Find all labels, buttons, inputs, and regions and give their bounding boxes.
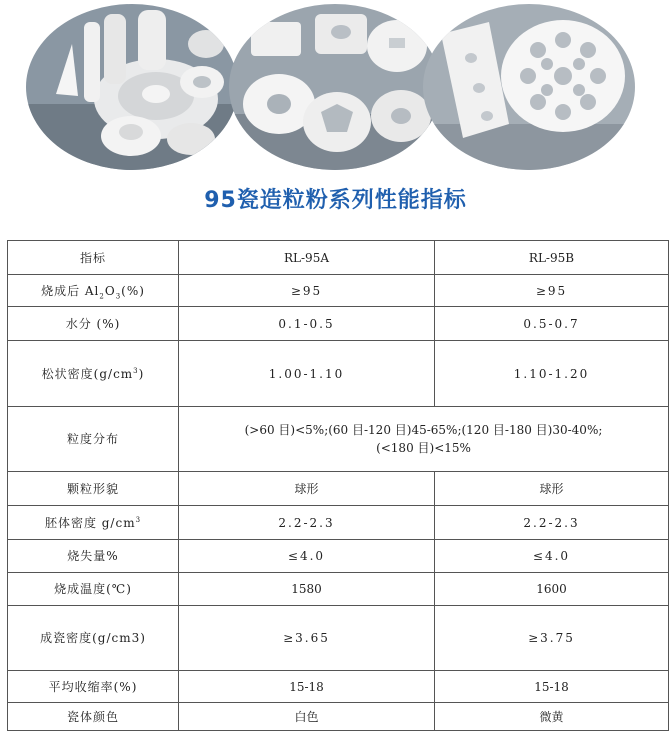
size-dist-line-1: (>60 目)<5%;(60 目-120 目)45-65%;(120 目-180 目)30-40%; xyxy=(244,423,603,437)
page-title: 95瓷造粒粉系列性能指标 xyxy=(204,188,467,213)
table-row xyxy=(8,341,669,407)
cell-fired-density-b: ≥3.75 xyxy=(435,606,669,671)
table-row xyxy=(8,606,669,671)
row-label-moisture: 水分 (%) xyxy=(8,307,179,341)
row-label-shrinkage: 平均收缩率(%) xyxy=(8,671,179,703)
cell-loss-b: ≤4.0 xyxy=(435,540,669,573)
table-row xyxy=(8,472,669,506)
table-header-row xyxy=(8,241,669,275)
cell-loss-a: ≤4.0 xyxy=(179,540,435,573)
table-row xyxy=(8,573,669,606)
ceramic-parts-photo-1 xyxy=(26,4,238,170)
ceramic-parts-photo-3 xyxy=(423,4,635,170)
spec-table xyxy=(7,240,669,731)
cell-size-dist xyxy=(179,407,669,472)
cell-temp-a: 1580 xyxy=(179,573,435,606)
table-row xyxy=(8,407,669,472)
size-dist-line-2: (<180 目)<15% xyxy=(376,441,471,455)
cell-morphology-a: 球形 xyxy=(179,472,435,506)
cell-al2o3-b: ≥95 xyxy=(435,275,669,307)
cell-color-a: 白色 xyxy=(179,703,435,731)
table-row xyxy=(8,703,669,731)
cell-fired-density-a: ≥3.65 xyxy=(179,606,435,671)
header-grade-a: RL-95A xyxy=(179,241,435,275)
cell-shrinkage-b: 15-18 xyxy=(435,671,669,703)
row-label-al2o3: 烧成后 $Al_2O_3(\%)$ xyxy=(8,275,179,307)
header-grade-b: RL-95B xyxy=(435,241,669,275)
table-row xyxy=(8,506,669,540)
cell-green-density-b: 2.2-2.3 xyxy=(435,506,669,540)
cell-shrinkage-a: 15-18 xyxy=(179,671,435,703)
table-row xyxy=(8,307,669,341)
cell-moisture-b: 0.5-0.7 xyxy=(435,307,669,341)
table-row xyxy=(8,275,669,307)
cell-loose-density-b: 1.10-1.20 xyxy=(435,341,669,407)
row-label-size-dist: 粒度分布 xyxy=(8,407,179,472)
table-row xyxy=(8,671,669,703)
cell-loose-density-a: 1.00-1.10 xyxy=(179,341,435,407)
product-photos xyxy=(0,0,671,172)
ceramic-parts-photo-2 xyxy=(229,4,441,170)
cell-color-b: 微黄 xyxy=(435,703,669,731)
cell-temp-b: 1600 xyxy=(435,573,669,606)
row-label-color: 瓷体颜色 xyxy=(8,703,179,731)
row-label-loose-density: 松状密度$(g/cm^3)$ xyxy=(8,341,179,407)
cell-moisture-a: 0.1-0.5 xyxy=(179,307,435,341)
table-row xyxy=(8,540,669,573)
row-label-loss: 烧失量% xyxy=(8,540,179,573)
cell-green-density-a: 2.2-2.3 xyxy=(179,506,435,540)
cell-al2o3-a: ≥95 xyxy=(179,275,435,307)
row-label-morphology: 颗粒形貌 xyxy=(8,472,179,506)
row-label-green-density: 胚体密度 $g/cm^3$ xyxy=(8,506,179,540)
cell-morphology-b: 球形 xyxy=(435,472,669,506)
row-label-fired-density: 成瓷密度(g/cm3) xyxy=(8,606,179,671)
row-label-temp: 烧成温度(℃) xyxy=(8,573,179,606)
header-indicator: 指标 xyxy=(8,241,179,275)
